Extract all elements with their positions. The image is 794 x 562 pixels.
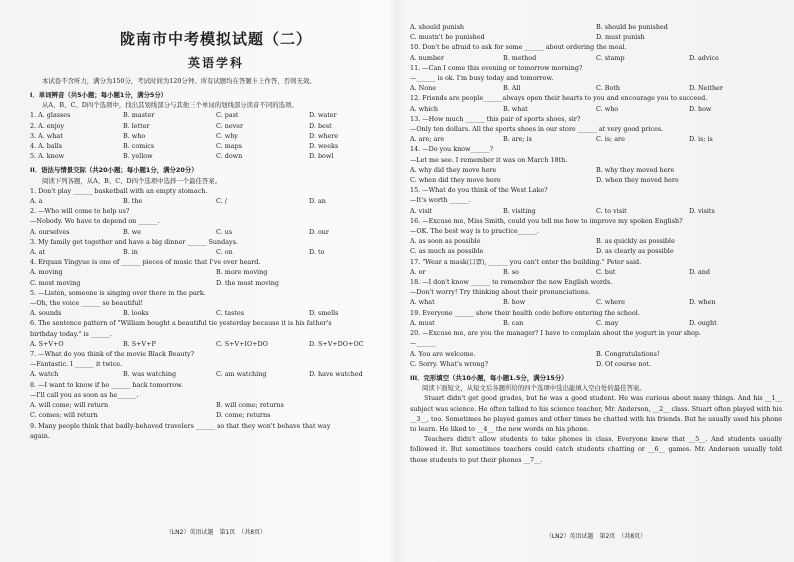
option: D. when: [689, 298, 716, 307]
question-text: 7. —What do you think of the movie Black Beauty?: [30, 350, 195, 359]
option-row: [410, 83, 782, 93]
option: D. how: [689, 104, 712, 113]
option: A. moving: [30, 268, 63, 277]
question-text: 10. Don't be afraid to ask for some ______ about ordering the meal.: [410, 43, 627, 52]
question-item: [410, 42, 782, 62]
section-1-title: I．单词辨音（共5小题；每小题1分，满分5分）: [30, 91, 168, 99]
option: D. must punish: [596, 33, 645, 42]
option: B. so: [503, 267, 519, 276]
question-text: —______ is ok. I'm busy today and tomorrow.: [410, 74, 554, 83]
question-item: [30, 288, 402, 319]
option: C. am watching: [216, 370, 267, 379]
option: C. us: [216, 227, 233, 236]
option: A. which: [410, 104, 439, 113]
option-row: [30, 196, 402, 206]
option-row: [410, 246, 782, 256]
exam-title: 陇南市中考模拟试题（二）: [119, 30, 312, 48]
option: B. was watching: [123, 370, 177, 379]
option-row: [410, 318, 782, 328]
option-row: [30, 110, 402, 120]
option-row: [410, 236, 782, 246]
question-item: [410, 114, 782, 145]
option-row: [30, 121, 402, 131]
question-text: 1. Don't play ______ basketball with an empty stomach.: [30, 186, 208, 195]
option: B. more moving: [216, 268, 268, 277]
option-row: [410, 267, 782, 277]
section-2-questions-continued: [410, 22, 782, 369]
option: C. as much as possible: [410, 247, 484, 256]
option-row: [410, 134, 782, 144]
question-text: —Nobody. We have to depend on ______.: [30, 217, 160, 226]
question-item: [410, 257, 782, 277]
option: D. when they moved here: [596, 176, 679, 185]
option: A. should punish: [410, 23, 464, 31]
question-item: [410, 63, 782, 94]
question-item: [30, 349, 402, 380]
question-text: —Don't worry! Try thinking about their pronunciations.: [410, 288, 591, 297]
question-text: 12. Friends are people______always open their hearts to you and encourage you to succeed.: [410, 94, 708, 103]
option: B. yellow: [123, 152, 153, 161]
option-row: [30, 278, 402, 288]
option: 4. A. balls: [30, 142, 63, 151]
option: D. is; is: [689, 135, 713, 144]
option: C. down: [216, 152, 243, 161]
question-item: [410, 22, 782, 42]
option-row: [30, 227, 402, 237]
option-row: [30, 339, 402, 349]
option: A. watch: [30, 370, 59, 379]
question-item: [30, 318, 402, 349]
question-text: —It's worth ______.: [410, 196, 471, 205]
option: C. stamp: [596, 53, 625, 62]
option: B. who: [123, 131, 146, 140]
option: B. comics: [123, 142, 155, 151]
question-text: —______: [410, 339, 436, 348]
question-text: 15. —What do you think of the West Lake?: [410, 186, 548, 195]
option: B. S+V+P: [123, 339, 156, 348]
option: D. Of course not.: [596, 359, 651, 368]
option: 1. A. glasses: [30, 111, 71, 120]
option: C. on: [216, 248, 233, 257]
option: B. we: [123, 227, 142, 236]
option-row: [30, 151, 402, 161]
option-row: [30, 247, 402, 257]
option: D. the most moving: [216, 278, 280, 287]
section-2-questions: [30, 186, 402, 441]
page-footer: （LN2）英语试题 第2页 （共8页）: [545, 532, 647, 540]
option: B. All: [503, 84, 521, 93]
option: B. as quickly as possible: [596, 237, 675, 246]
option: A. what: [410, 298, 435, 307]
page-2: [410, 22, 782, 542]
option-row: [30, 131, 402, 141]
option-row: [30, 141, 402, 151]
option: D. to: [309, 248, 325, 257]
cloze-passage: [410, 393, 782, 464]
option: 2. A. enjoy: [30, 121, 65, 130]
section-1-questions: [30, 110, 402, 161]
question-text: —Only ten dollars. All the sports shoes in our store ______ at very good prices.: [410, 125, 664, 134]
option: D. advice: [689, 53, 719, 62]
question-text: —OK. The best way is to practice______.: [410, 227, 539, 236]
option-row: [410, 349, 782, 359]
option-row: [30, 400, 402, 410]
option: B. letter: [123, 121, 150, 130]
option: C. may: [596, 318, 619, 327]
question-text: —Oh, the voice ______ so beautiful!: [30, 299, 144, 308]
option-row: [410, 104, 782, 114]
option: D. an: [309, 197, 326, 206]
question-text: 16. —Excuse me, Miss Smith, could you tell me how to improve my spoken English?: [410, 216, 683, 225]
option: D. visits: [689, 206, 715, 215]
section-3-instructions: 阅读下面短文，从短文后各题所给的四个选项中选出能填入空白处的最佳答案。: [422, 384, 646, 393]
option-row: [410, 359, 782, 369]
option: B. looks: [123, 309, 149, 318]
option: B. the: [123, 197, 143, 206]
option: A. will come; will return: [30, 401, 109, 410]
question-text: —I'll call you as soon as he______.: [30, 390, 139, 399]
question-text: 6. The sentence pattern of "William bought a beautiful tie yesterday because it is his father's: [30, 319, 332, 328]
question-text: 3. My family get together and have a big dinner ______ Sundays.: [30, 237, 238, 246]
question-text: 20. —Excuse me, are you the manager? I have to complain about the yogurt in your shop.: [410, 329, 701, 338]
question-text: 9. Many people think that badly-behaved travelers ______ so that they won't behave that way: [30, 421, 331, 430]
option: D. weeks: [309, 142, 339, 151]
option: C. /: [216, 197, 227, 206]
option: B. how: [503, 298, 526, 307]
option: D. bowl: [309, 152, 334, 161]
question-text: 18. —I don't know ______ to remember the new English words.: [410, 278, 613, 287]
option: C. maps: [216, 142, 242, 151]
option: D. our: [309, 227, 329, 236]
option: B. why they moved here: [596, 165, 675, 174]
option: A. S+V+O: [30, 339, 64, 348]
option: D. as clearly as possible: [596, 247, 674, 256]
passage-paragraph: Stuart didn't get good grades, but he was a good student. He was curious about many things. And his __1__ subject was science. He often talked to his science teacher, Mr. Anderson, __2__ class. Stuart often played with his __3__, too. Sometimes he played games and other times he chatted with his friends. But he usually used his phone to learn. He liked to __4__ the new words on his phone.: [410, 394, 782, 433]
question-item: [30, 206, 402, 237]
option: D. where: [309, 131, 339, 140]
option: A. number: [410, 53, 444, 62]
option: C. Sorry. What's wrong?: [410, 359, 489, 368]
option: C. S+V+IO+DO: [216, 339, 268, 348]
option: C. where: [596, 298, 625, 307]
option: C. tastes: [216, 309, 245, 318]
question-text: —Let me see. I remember it was on March 18th.: [410, 155, 568, 164]
option: A. a: [30, 197, 43, 206]
question-text: 2. —Who will come to help us?: [30, 207, 130, 216]
option-row: [410, 165, 782, 175]
option-row: [410, 175, 782, 185]
exam-note: 本试卷不含听力，满分为150分，考试时间为120分钟。所有试题均在答题卡上作答，否则无效。: [42, 77, 316, 85]
section-2-title: II．语法与情景交际（共20小题；每小题1分，满分20分）: [30, 166, 198, 175]
option: C. never: [216, 121, 244, 130]
passage-paragraph: Teachers didn't allow students to take phones in class. Everyone knew that __5__. And students usually followed it. But sometimes teachers could catch students chatting or __6__ games. Mr. Anderson usually told those students to put their phones __7__.: [410, 435, 782, 464]
option: B. Congratulations!: [596, 349, 660, 358]
option-row: [410, 22, 782, 32]
option: C. why: [216, 131, 238, 140]
option: 3. A. what: [30, 131, 63, 140]
option: C. Both: [596, 84, 620, 93]
page-1: [30, 18, 402, 538]
option: D. best: [309, 121, 332, 130]
question-item: [410, 144, 782, 185]
option: A. at: [30, 248, 46, 257]
option: C. but: [596, 267, 616, 276]
question-item: [410, 277, 782, 308]
option: A. as soon as possible: [410, 237, 481, 246]
option: A. are; are: [410, 135, 445, 144]
question-item: [410, 185, 782, 216]
option-row: [30, 410, 402, 420]
option-row: [30, 267, 402, 277]
option-row: [30, 308, 402, 318]
option: 5. A. know: [30, 152, 65, 161]
option: C. is; are: [596, 135, 625, 144]
option: B. will come; returns: [216, 401, 284, 410]
question-text: 8. —I want to know if he ______ back tomorrow.: [30, 380, 183, 389]
option: A. You are welcome.: [410, 349, 476, 358]
section-3-title: III．完形填空（共10小题，每小题1.5分，满分15分）: [410, 373, 568, 382]
option: D. have watched: [309, 370, 363, 379]
question-text: 4. Erquan Yingyue is one of ______ pieces of music that I've ever heard.: [30, 258, 261, 267]
question-text: 17. "Wear a mask(口罩), ______ you can't enter the building." Peter said.: [410, 257, 642, 266]
option: B. master: [123, 111, 155, 120]
option-row: [410, 206, 782, 216]
option: D. water: [309, 111, 337, 120]
question-text: 13. —How much ______ this pair of sports shoes, sir?: [410, 114, 581, 123]
section-1-instructions: 从A、B、C、D四个选项中，找出其划线部分与其他三个单词的划线部分读音不同的选项。: [42, 101, 298, 110]
option: A. None: [410, 84, 437, 93]
question-item: [410, 308, 782, 328]
option: B. method: [503, 53, 537, 62]
page-footer: （LN2）英语试题 第1页 （共8页）: [165, 528, 267, 536]
option: C. when did they move here: [410, 176, 501, 185]
option: C. past: [216, 111, 239, 120]
option: D. smells: [309, 309, 339, 318]
question-item: [30, 186, 402, 206]
option: B. what: [503, 104, 528, 113]
question-text: 19. Everyone ______ show their health code before entering the school.: [410, 308, 640, 317]
option: C. who: [596, 104, 619, 113]
option-row: [410, 297, 782, 307]
option: B. should be punished: [596, 23, 668, 31]
option: D. and: [689, 267, 710, 276]
section-2-instructions: 阅读下列各题，从A、B、C、D四个选项中选择一个最佳答案。: [42, 176, 222, 185]
option: A. why did they move here: [410, 165, 497, 174]
option: A. ourselves: [30, 227, 70, 236]
option: C. most moving: [30, 278, 81, 287]
question-item: [410, 328, 782, 369]
option: A. visit: [410, 206, 433, 215]
question-item: [30, 237, 402, 257]
option: C. to visit: [596, 206, 627, 215]
question-item: [410, 216, 782, 257]
option-row: [410, 53, 782, 63]
exam-subject: 英语学科: [187, 56, 244, 70]
option-row: [30, 369, 402, 379]
option: A. must: [410, 318, 435, 327]
option: C. comes; will return: [30, 411, 98, 420]
question-text: again.: [30, 431, 50, 440]
question-text: 5. —Listen, someone is singing over there in the park.: [30, 288, 206, 297]
option: A. or: [410, 267, 426, 276]
question-item: [410, 93, 782, 113]
option: B. are; is: [503, 135, 532, 144]
option: B. can: [503, 318, 524, 327]
option: D. Neither: [689, 84, 723, 93]
question-text: 11. —Can I come this evening or tomorrow morning?: [410, 63, 583, 72]
option: B. in: [123, 248, 138, 257]
question-item: [30, 380, 402, 421]
question-item: [30, 257, 402, 288]
option: D. ought: [689, 318, 717, 327]
option: C. mustn't be punished: [410, 33, 485, 42]
option: A. sounds: [30, 309, 62, 318]
option: B. visiting: [503, 206, 536, 215]
option: D. come; returns: [216, 411, 271, 420]
question-text: 14. —Do you know______?: [410, 145, 494, 154]
question-text: birthday today." is ______.: [30, 329, 113, 338]
option: D. S+V+DO+OC: [309, 339, 364, 348]
question-item: [30, 421, 402, 441]
option-row: [410, 32, 782, 42]
question-text: —Fantastic. I ______ it twice.: [30, 360, 123, 369]
